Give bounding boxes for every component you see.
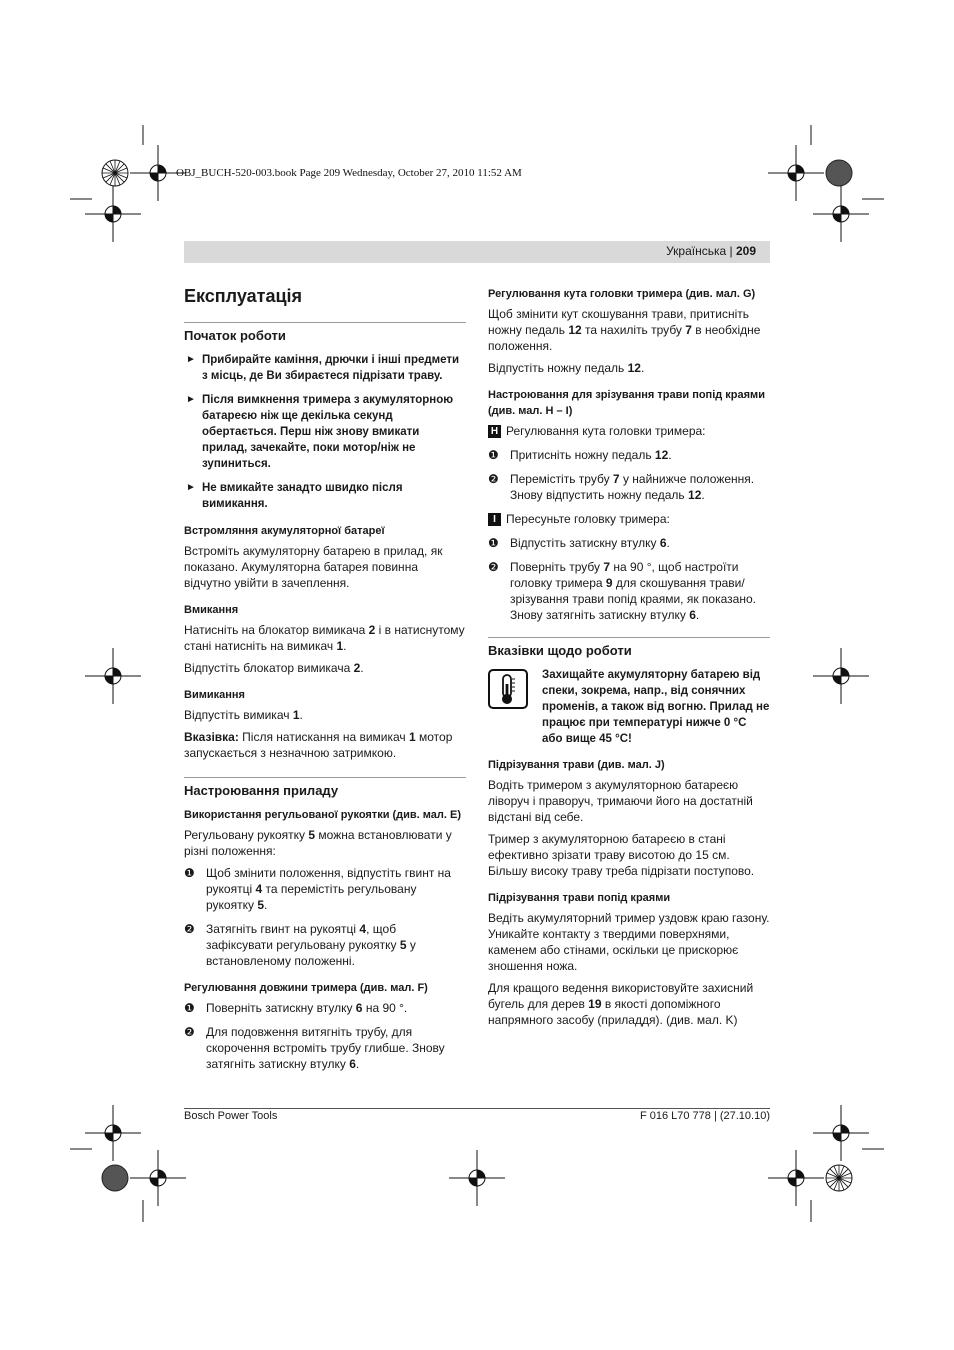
paragraph: Для кращого ведення використовуйте захисний бугель для дерев 19 в якості допоміжного напрямного засобу (приладдя). (див. мал. K) <box>488 981 754 1027</box>
step-one-icon: ❶ <box>488 448 499 462</box>
paragraph: Натисніть на блокатор вимикача 2 і в натиснутому стані натисніть на вимикач 1. <box>184 623 465 653</box>
note-label: Вказівка: <box>184 730 239 744</box>
page-number: 209 <box>735 244 756 258</box>
step-item: ❶ Притисніть ножну педаль 12. <box>488 448 672 462</box>
step-item: ❶ Щоб змінити положення, відпустіть гвинт на рукоятці 4 та перемістіть регульовану рукоятку 5. <box>184 866 451 912</box>
bullet-arrow-icon: ► <box>186 354 196 365</box>
paragraph: Ведіть акумуляторний тример уздовж краю газону. Уникайте контакту з твердими поверхнями, каменем або стінами, оскільки це прискорює зношення ножа. <box>488 911 770 973</box>
bullet-item: ► Не вмикайте занадто швидко після вимикання. <box>186 482 403 510</box>
left-column <box>184 282 466 1080</box>
subheading-battery: Встромляння акумуляторної батареї <box>184 525 385 537</box>
subheading-head-angle: Регулювання кута головки тримера (див. мал. G) <box>488 288 756 300</box>
bullet-item: ► Після вимкнення тримера з акумуляторною батареєю ніж ще декілька секунд обертається. Перш ніж знову вмикати прилад, зачекайте, поки мотор/ніж не зупиниться. <box>186 394 454 470</box>
print-info: OBJ_BUCH-520-003.book Page 209 Wednesday, October 27, 2010 11:52 AM <box>176 167 522 179</box>
subheading-handle: Використання регульованої рукоятки (див. мал. E) <box>184 809 462 821</box>
figure-badge-h: H <box>488 425 501 438</box>
header-separator: | <box>729 244 733 258</box>
paragraph: Водіть тримером з акумуляторною батареєю ліворуч і праворуч, тримаючи його на достатній відстані від себе. <box>488 778 753 824</box>
subheading-length: Регулювання довжини тримера (див. мал. F) <box>184 982 428 994</box>
paragraph: Регульовану рукоятку 5 можна встановлювати у різні положення: <box>184 828 452 858</box>
bullet-arrow-icon: ► <box>186 482 196 493</box>
footer-doc-number: F 016 L70 778 | (27.10.10) <box>639 1110 770 1122</box>
step-two-icon: ❷ <box>184 1025 195 1039</box>
subheading-edge-cutting: Підрізування трави попід краями <box>488 892 671 904</box>
section-heading-setup: Настроювання приладу <box>184 777 466 799</box>
warning-text: Захищайте акумуляторну батарею від спеки, зокрема, напр., від сонячних променів, а також від вогню. Прилад не працює при температурі нижче 0 °C або вище 45 °C! <box>542 669 770 745</box>
paragraph: Тример з акумуляторною батареєю в стані ефективно зрізати траву висотою до 15 см. Більшу високу траву треба підрізати поступово. <box>488 832 755 878</box>
step-item: ❶ Поверніть затискну втулку 6 на 90 °. <box>184 1001 408 1015</box>
subheading-edge-setup: Настроювання для зрізування трави попід краями (див. мал. H – I) <box>488 389 765 417</box>
step-one-icon: ❶ <box>184 866 195 880</box>
footer-brand: Bosch Power Tools <box>184 1110 278 1122</box>
step-one-icon: ❶ <box>488 536 499 550</box>
temperature-warning <box>488 667 770 747</box>
step-item: ❶ Відпустіть затискну втулку 6. <box>488 536 670 550</box>
paragraph: Відпустіть блокатор вимикача 2. <box>184 661 364 675</box>
paragraph: Встроміть акумуляторну батарею в прилад, як показано. Акумуляторна батарея повинна відчутно увійти в зачеплення. <box>184 544 443 590</box>
paragraph: Щоб змінити кут скошування трави, притисніть ножну педаль 12 та нахиліть трубу 7 в необхідне положення. <box>488 307 761 353</box>
header-language: Українська <box>666 244 727 258</box>
step-two-icon: ❷ <box>488 472 499 486</box>
step-item: ❷ Для подовження витягніть трубу, для скорочення встроміть трубу глибше. Знову затягніть затискну втулку 6. <box>184 1025 445 1071</box>
figure-ref-h: H Регулювання кута головки тримера: <box>488 423 770 439</box>
subheading-cutting: Підрізування трави (див. мал. J) <box>488 759 665 771</box>
subheading-switch-on: Вмикання <box>184 604 239 616</box>
step-two-icon: ❷ <box>488 560 499 574</box>
footer-divider <box>184 1108 770 1109</box>
section-heading-tips: Вказівки щодо роботи <box>488 637 770 659</box>
bullet-item: ► Прибирайте каміння, дрючки і інші предмети з місць, де Ви збираєтеся підрізати траву. <box>186 354 460 382</box>
right-column <box>488 286 770 1034</box>
subheading-switch-off: Вимикання <box>184 689 245 701</box>
step-one-icon: ❶ <box>184 1001 195 1015</box>
bullet-arrow-icon: ► <box>186 394 196 405</box>
step-item: ❷ Затягніть гвинт на рукоятці 4, щоб зафіксувати регульовану рукоятку 5 у встановленому положенні. <box>184 922 416 968</box>
figure-ref-i: I Пересуньте головку тримера: <box>488 511 770 527</box>
page-header <box>184 241 770 263</box>
page-title: Експлуатація <box>184 286 303 306</box>
thermometer-icon <box>488 669 528 709</box>
step-item: ❷ Перемістіть трубу 7 у найнижче положення. Знову відпустить ножну педаль 12. <box>488 472 755 502</box>
paragraph: Відпустіть вимикач 1. <box>184 708 303 722</box>
section-heading-start: Початок роботи <box>184 322 466 344</box>
paragraph: Відпустіть ножну педаль 12. <box>488 361 645 375</box>
step-two-icon: ❷ <box>184 922 195 936</box>
figure-badge-i: I <box>488 513 501 526</box>
note-paragraph: Вказівка: Після натискання на вимикач 1 мотор запускається з незначною затримкою. <box>184 730 453 760</box>
step-item: ❷ Поверніть трубу 7 на 90 °, щоб настроїти головку тримера 9 для скошування трави/зрізування трави попід краями, як показано. Знову затягніть затискну втулку 6. <box>488 560 756 622</box>
